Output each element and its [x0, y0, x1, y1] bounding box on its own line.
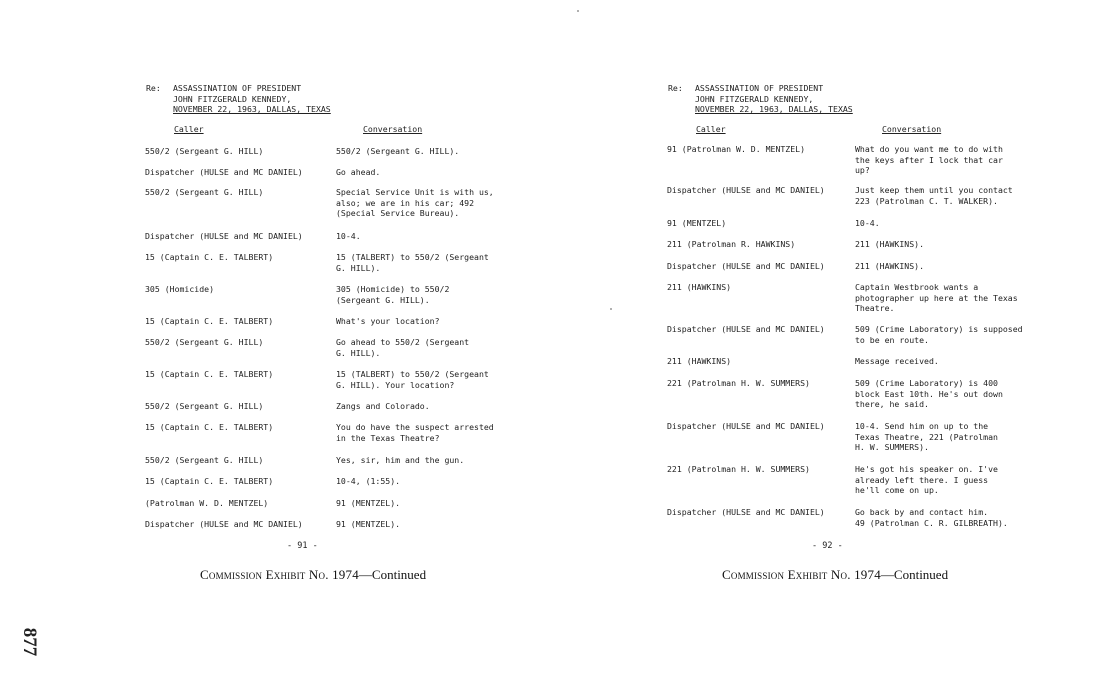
caller-cell: Dispatcher (HULSE and MC DANIEL) [145, 167, 303, 177]
scan-speck [577, 10, 579, 12]
exhibit-caption [200, 567, 426, 583]
conversation-cell: 15 (TALBERT) to 550/2 (Sergeant G. HILL). Your location? [336, 369, 489, 390]
caller-cell: 15 (Captain C. E. TALBERT) [145, 252, 274, 262]
caller-cell: 91 (Patrolman W. D. MENTZEL) [667, 144, 806, 154]
page-number: - 91 - [287, 541, 318, 551]
right-page [662, 0, 1094, 691]
conversation-cell: 91 (MENTZEL). [336, 498, 401, 508]
conversation-cell: 10-4, (1:55). [336, 476, 401, 486]
conversation-cell: Go ahead to 550/2 (Sergeant G. HILL). [336, 337, 470, 358]
conversation-cell: 91 (MENTZEL). [336, 519, 401, 529]
re-label: Re: [668, 83, 683, 93]
caller-cell: 550/2 (Sergeant G. HILL) [145, 455, 264, 465]
header-caller: Caller [696, 124, 726, 134]
conversation-cell: He's got his speaker on. I've already left there. I guess he'll come on up. [855, 464, 998, 495]
caller-cell: Dispatcher (HULSE and MC DANIEL) [667, 324, 825, 334]
re-label: Re: [146, 83, 161, 93]
caller-cell: 91 (MENTZEL) [667, 218, 727, 228]
exhibit-caption [722, 567, 948, 583]
transcript-rows [662, 0, 1094, 600]
caller-cell: 15 (Captain C. E. TALBERT) [145, 422, 274, 432]
conversation-cell: 10-4. [855, 218, 880, 228]
side-page-number: 877 [19, 627, 40, 657]
conversation-cell: You do have the suspect arrested in the Texas Theatre? [336, 422, 494, 443]
caller-cell: 305 (Homicide) [145, 284, 215, 294]
conversation-cell: What's your location? [336, 316, 440, 326]
caller-cell: (Patrolman W. D. MENTZEL) [145, 498, 269, 508]
header-conversation: Conversation [882, 124, 942, 134]
caller-cell: 211 (Patrolman R. HAWKINS) [667, 239, 796, 249]
conversation-cell: 550/2 (Sergeant G. HILL). [336, 146, 460, 156]
conversation-cell: 211 (HAWKINS). [855, 261, 925, 271]
caller-cell: 15 (Captain C. E. TALBERT) [145, 476, 274, 486]
exhibit-label: Commission Exhibit No. 1974 [200, 567, 359, 582]
caller-cell: 550/2 (Sergeant G. HILL) [145, 187, 264, 197]
conversation-cell: 305 (Homicide) to 550/2 (Sergeant G. HILL). [336, 284, 450, 305]
re-line-3: NOVEMBER 22, 1963, DALLAS, TEXAS [695, 104, 853, 114]
header-conversation: Conversation [363, 124, 423, 134]
conversation-cell: What do you want me to do with the keys after I lock that car up? [855, 144, 1003, 175]
conversation-cell: Yes, sir, him and the gun. [336, 455, 465, 465]
conversation-cell: Captain Westbrook wants a photographer up here at the Texas Theatre. [855, 282, 1018, 313]
transcript-rows [140, 0, 610, 600]
conversation-cell: 509 (Crime Laboratory) is 400 block East 10th. He's out down there, he said. [855, 378, 1003, 409]
caller-cell: 221 (Patrolman H. W. SUMMERS) [667, 378, 810, 388]
caller-cell: 550/2 (Sergeant G. HILL) [145, 401, 264, 411]
caller-cell: Dispatcher (HULSE and MC DANIEL) [667, 507, 825, 517]
conversation-cell: 509 (Crime Laboratory) is supposed to be en route. [855, 324, 1023, 345]
conversation-cell: 15 (TALBERT) to 550/2 (Sergeant G. HILL). [336, 252, 489, 273]
re-line-1: ASSASSINATION OF PRESIDENT [173, 83, 302, 93]
re-line-1: ASSASSINATION OF PRESIDENT [695, 83, 824, 93]
exhibit-label: Commission Exhibit No. 1974 [722, 567, 881, 582]
caller-cell: 550/2 (Sergeant G. HILL) [145, 337, 264, 347]
re-line-2: JOHN FITZGERALD KENNEDY, [173, 93, 292, 104]
caller-cell: Dispatcher (HULSE and MC DANIEL) [667, 185, 825, 195]
conversation-cell: Special Service Unit is with us, also; we are in his car; 492 (Special Service Bureau). [336, 187, 494, 218]
caller-cell: 221 (Patrolman H. W. SUMMERS) [667, 464, 810, 474]
exhibit-suffix: —Continued [358, 567, 427, 582]
conversation-cell: 10-4. [336, 231, 361, 241]
re-line-3: NOVEMBER 22, 1963, DALLAS, TEXAS [173, 104, 331, 114]
left-page [140, 0, 610, 691]
caller-cell: Dispatcher (HULSE and MC DANIEL) [145, 519, 303, 529]
re-line-2: JOHN FITZGERALD KENNEDY, [695, 93, 814, 104]
caller-cell: Dispatcher (HULSE and MC DANIEL) [667, 261, 825, 271]
caller-cell: 15 (Captain C. E. TALBERT) [145, 369, 274, 379]
conversation-cell: Zangs and Colorado. [336, 401, 430, 411]
conversation-cell: Message received. [855, 356, 939, 366]
conversation-cell: 211 (HAWKINS). [855, 239, 925, 249]
caller-cell: Dispatcher (HULSE and MC DANIEL) [145, 231, 303, 241]
caller-cell: 211 (HAWKINS) [667, 356, 732, 366]
conversation-cell: 10-4. Send him on up to the Texas Theatre, 221 (Patrolman H. W. SUMMERS). [855, 421, 998, 452]
conversation-cell: Just keep them until you contact 223 (Patrolman C. T. WALKER). [855, 185, 1013, 206]
conversation-cell: Go ahead. [336, 167, 381, 177]
caller-cell: 15 (Captain C. E. TALBERT) [145, 316, 274, 326]
caller-cell: 211 (HAWKINS) [667, 282, 732, 292]
caller-cell: 550/2 (Sergeant G. HILL) [145, 146, 264, 156]
page-number: - 92 - [812, 541, 843, 551]
header-caller: Caller [174, 124, 204, 134]
caller-cell: Dispatcher (HULSE and MC DANIEL) [667, 421, 825, 431]
conversation-cell: Go back by and contact him. 49 (Patrolman C. R. GILBREATH). [855, 507, 1008, 528]
scan-speck [610, 308, 612, 310]
exhibit-suffix: —Continued [880, 567, 949, 582]
